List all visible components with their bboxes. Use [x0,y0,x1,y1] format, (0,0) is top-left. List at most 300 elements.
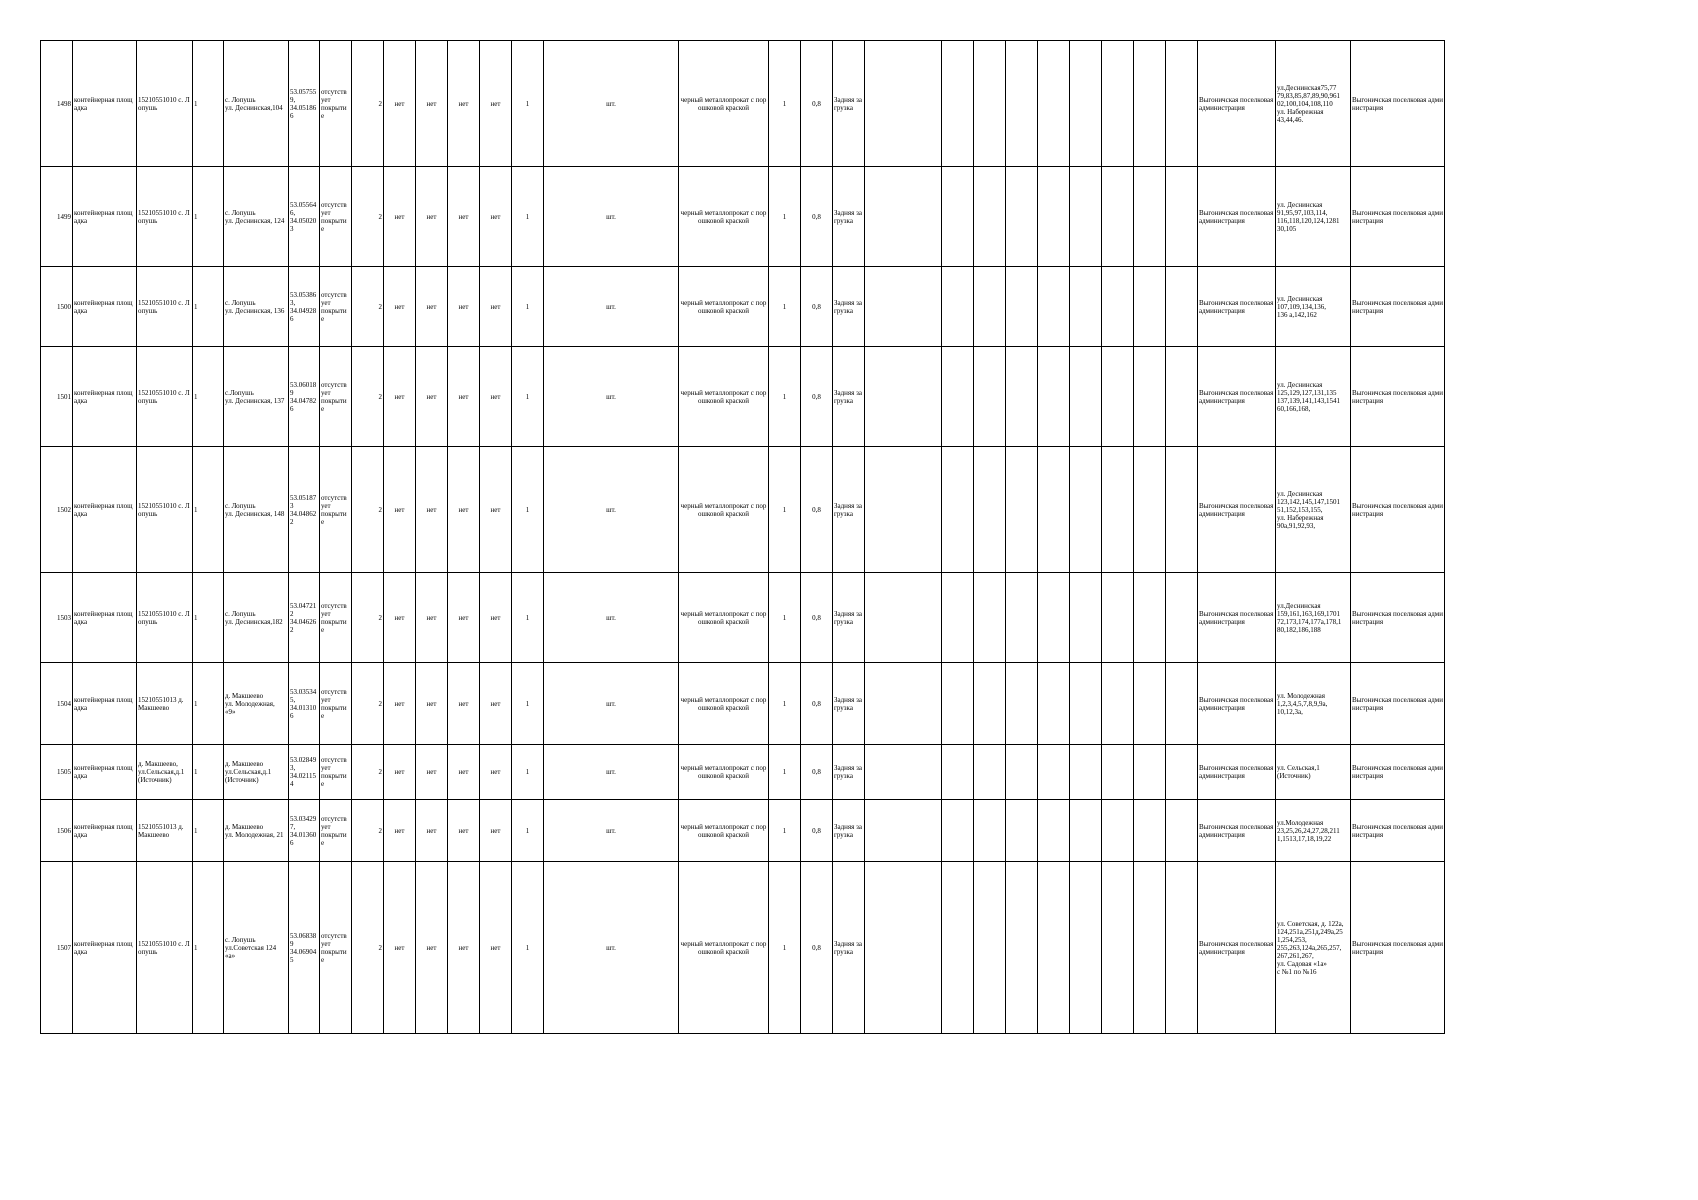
cell-type: контейнерная площадка [73,862,137,1034]
cell-material: черный металлопрокат с порошковой краской [679,800,769,862]
table-row [41,745,1445,800]
cell-empty [1070,800,1102,862]
table-row [41,800,1445,862]
cell-containers: 2 [352,745,384,800]
cell-empty [974,167,1006,267]
cell-address: с. Лопушь ул. Деснинская, 124 [224,167,289,267]
cell-containers: 2 [352,447,384,573]
cell-empty [1070,862,1102,1034]
cell-empty [1166,862,1198,1034]
cell-unit: шт. [544,800,679,862]
cell-y1: нет [384,745,416,800]
cell-code: 15210551010 с. Лопушь [137,347,193,447]
cell-y4: нет [480,800,512,862]
cell-unit: шт. [544,663,679,745]
cell-code: 15210551010 с. Лопушь [137,862,193,1034]
cell-y1: нет [384,663,416,745]
cell-address: д. Макшеево ул. Молодежная, «9» [224,663,289,745]
cell-empty [1102,573,1134,663]
cell-v1: 1 [769,167,801,267]
cell-empty [974,267,1006,347]
cell-coords: 53.05187 3 34.04862 2 [289,447,320,573]
cell-empty [1006,167,1038,267]
cell-empty [1134,800,1166,862]
cell-empty [1038,800,1070,862]
cell-y3: нет [448,167,480,267]
cell-empty [1134,663,1166,745]
cell-material: черный металлопрокат с порошковой краской [679,347,769,447]
cell-empty [1166,573,1198,663]
cell-loading: Задняя загрузка [833,347,865,447]
cell-y2: нет [416,663,448,745]
cell-address: с. Лопушь ул. Деснинская, 136 [224,267,289,347]
cell-containers: 2 [352,573,384,663]
cell-y1: нет [384,862,416,1034]
cell-qty: 1 [512,663,544,745]
cell-admin: Выгоничская поселковая администрация [1198,167,1276,267]
cell-code: 15210551010 с. Лопушь [137,167,193,267]
cell-empty [1102,745,1134,800]
cell-y2: нет [416,573,448,663]
cell-volume: 0,8 [801,663,833,745]
cell-empty [1166,663,1198,745]
cell-v1: 1 [769,41,801,167]
cell-operator: Выгоничская поселковая администрация [1351,447,1445,573]
cell-served: ул. Советская, д. 122а, 124,251а,251д,249а,25 1,254,253, 255,263,124а,265,257, 267,261,267, ул. Садовая «1а» с №1 по №16 [1276,862,1351,1034]
cell-empty [865,447,942,573]
cell-empty [1038,41,1070,167]
cell-num: 1504 [41,663,73,745]
cell-y1: нет [384,41,416,167]
cell-y1: нет [384,573,416,663]
cell-served: ул. Деснинская 123,142,145,147,1501 51,152,153,155, ул. Набережная 90а,91,92,93, [1276,447,1351,573]
cell-empty [1070,267,1102,347]
cell-surface: отсутств ует покрыти е [320,663,352,745]
table-row [41,862,1445,1034]
cell-unit: шт. [544,347,679,447]
cell-empty [1038,862,1070,1034]
cell-code: 15210551010 с. Лопушь [137,41,193,167]
cell-y3: нет [448,267,480,347]
cell-empty [1070,347,1102,447]
cell-loading: Задняя загрузка [833,862,865,1034]
cell-empty [974,41,1006,167]
cell-y1: нет [384,447,416,573]
cell-y4: нет [480,347,512,447]
cell-address: с.Лопушь ул. Деснинская, 137 [224,347,289,447]
cell-operator: Выгоничская поселковая администрация [1351,663,1445,745]
cell-empty [1006,663,1038,745]
cell-address: с. Лопушь ул.Советская 124 «а» [224,862,289,1034]
cell-served: ул.Молодежная 23,25,26,24,27,28,211 1,1513,17,18,19,22 [1276,800,1351,862]
cell-empty [1070,447,1102,573]
cell-owner-code: 1 [193,41,224,167]
table-row [41,447,1445,573]
cell-y4: нет [480,447,512,573]
cell-empty [1134,167,1166,267]
cell-code: д. Макшеево, ул.Сельская,д.1 (Источник) [137,745,193,800]
cell-unit: шт. [544,862,679,1034]
cell-empty [865,663,942,745]
cell-empty [974,573,1006,663]
cell-coords: 53.05564 6, 34.05020 3 [289,167,320,267]
cell-coords: 53.06018 9 34.04782 6 [289,347,320,447]
cell-qty: 1 [512,745,544,800]
cell-surface: отсутств ует покрыти е [320,745,352,800]
cell-empty [1070,745,1102,800]
cell-y4: нет [480,41,512,167]
cell-num: 1506 [41,800,73,862]
cell-operator: Выгоничская поселковая администрация [1351,745,1445,800]
cell-coords: 53.06838 9 34.06904 5 [289,862,320,1034]
cell-served: ул. Молодежная 1,2,3,4,5,7,8,9,9а, 10,12,3а, [1276,663,1351,745]
cell-v1: 1 [769,800,801,862]
cell-empty [1166,41,1198,167]
cell-owner-code: 1 [193,862,224,1034]
cell-y4: нет [480,573,512,663]
cell-loading: Задняя загрузка [833,663,865,745]
cell-empty [1134,862,1166,1034]
cell-v1: 1 [769,447,801,573]
cell-coords: 53.04721 2 34.04626 2 [289,573,320,663]
cell-owner-code: 1 [193,347,224,447]
cell-empty [1006,41,1038,167]
cell-empty [942,167,974,267]
cell-type: контейнерная площадка [73,447,137,573]
cell-owner-code: 1 [193,167,224,267]
cell-operator: Выгоничская поселковая администрация [1351,862,1445,1034]
cell-y4: нет [480,167,512,267]
cell-type: контейнерная площадка [73,267,137,347]
cell-empty [1006,862,1038,1034]
cell-empty [1006,745,1038,800]
cell-empty [974,347,1006,447]
cell-empty [1102,267,1134,347]
cell-surface: отсутств ует покрыти е [320,447,352,573]
cell-empty [1134,41,1166,167]
cell-empty [1038,267,1070,347]
cell-volume: 0,8 [801,447,833,573]
cell-y3: нет [448,800,480,862]
cell-empty [865,267,942,347]
cell-y2: нет [416,800,448,862]
cell-surface: отсутств ует покрыти е [320,267,352,347]
cell-served: ул.Деснинская 159,161,163,169,1701 72,173,174,177а,178,1 80,182,186,188 [1276,573,1351,663]
cell-address: д. Макшеево ул.Сельская,д.1 (Источник) [224,745,289,800]
cell-num: 1502 [41,447,73,573]
cell-unit: шт. [544,267,679,347]
cell-empty [1166,800,1198,862]
cell-address: с. Лопушь ул. Деснинская,182 [224,573,289,663]
cell-surface: отсутств ует покрыти е [320,862,352,1034]
cell-qty: 1 [512,573,544,663]
cell-qty: 1 [512,800,544,862]
cell-coords: 53.03429 7, 34.01360 6 [289,800,320,862]
cell-volume: 0,8 [801,800,833,862]
cell-empty [1166,167,1198,267]
cell-admin: Выгоничская поселковая администрация [1198,347,1276,447]
cell-type: контейнерная площадка [73,663,137,745]
cell-empty [865,745,942,800]
cell-surface: отсутств ует покрыти е [320,347,352,447]
cell-admin: Выгоничская поселковая администрация [1198,41,1276,167]
cell-v1: 1 [769,862,801,1034]
cell-type: контейнерная площадка [73,800,137,862]
cell-surface: отсутств ует покрыти е [320,800,352,862]
cell-qty: 1 [512,267,544,347]
cell-empty [865,347,942,447]
cell-type: контейнерная площадка [73,573,137,663]
cell-code: 15210551010 с. Лопушь [137,447,193,573]
cell-empty [942,573,974,663]
cell-v1: 1 [769,347,801,447]
cell-empty [865,800,942,862]
cell-qty: 1 [512,167,544,267]
cell-admin: Выгоничская поселковая администрация [1198,800,1276,862]
cell-qty: 1 [512,447,544,573]
cell-address: с. Лопушь ул. Деснинская, 148 [224,447,289,573]
cell-loading: Задняя загрузка [833,167,865,267]
cell-volume: 0,8 [801,41,833,167]
cell-num: 1500 [41,267,73,347]
cell-y1: нет [384,267,416,347]
cell-code: 15210551013 д. Макшеево [137,800,193,862]
table-row [41,267,1445,347]
cell-volume: 0,8 [801,862,833,1034]
cell-empty [1038,167,1070,267]
cell-volume: 0,8 [801,573,833,663]
cell-y1: нет [384,167,416,267]
cell-empty [1070,573,1102,663]
cell-empty [974,745,1006,800]
cell-num: 1505 [41,745,73,800]
cell-empty [942,800,974,862]
table-row [41,663,1445,745]
cell-empty [942,447,974,573]
cell-type: контейнерная площадка [73,347,137,447]
table-row [41,41,1445,167]
cell-empty [942,267,974,347]
cell-admin: Выгоничская поселковая администрация [1198,663,1276,745]
cell-coords: 53.03534 5, 34.01310 6 [289,663,320,745]
cell-empty [1038,447,1070,573]
cell-containers: 2 [352,663,384,745]
cell-y2: нет [416,167,448,267]
cell-empty [1102,862,1134,1034]
cell-containers: 2 [352,167,384,267]
cell-volume: 0,8 [801,347,833,447]
cell-empty [1070,663,1102,745]
cell-qty: 1 [512,41,544,167]
cell-unit: шт. [544,41,679,167]
cell-loading: Задняя загрузка [833,800,865,862]
cell-v1: 1 [769,267,801,347]
cell-empty [1006,347,1038,447]
cell-empty [1134,267,1166,347]
cell-y3: нет [448,573,480,663]
cell-served: ул.Деснинская75,77 79,83,85,87,89,90,961 02,100,104,108,110 ул. Набережная 43,44,46. [1276,41,1351,167]
cell-empty [1006,267,1038,347]
cell-empty [1006,573,1038,663]
cell-empty [974,800,1006,862]
cell-material: черный металлопрокат с порошковой краской [679,41,769,167]
cell-loading: Задняя загрузка [833,267,865,347]
cell-operator: Выгоничская поселковая администрация [1351,267,1445,347]
cell-operator: Выгоничская поселковая администрация [1351,41,1445,167]
cell-empty [1102,167,1134,267]
cell-y1: нет [384,347,416,447]
cell-y2: нет [416,41,448,167]
register-table [40,40,1445,1034]
cell-empty [1038,573,1070,663]
cell-empty [942,347,974,447]
cell-empty [1006,800,1038,862]
cell-num: 1498 [41,41,73,167]
cell-type: контейнерная площадка [73,745,137,800]
cell-empty [1166,267,1198,347]
cell-owner-code: 1 [193,663,224,745]
cell-y2: нет [416,862,448,1034]
table-row [41,167,1445,267]
cell-containers: 2 [352,41,384,167]
cell-unit: шт. [544,573,679,663]
cell-v1: 1 [769,745,801,800]
cell-admin: Выгоничская поселковая администрация [1198,573,1276,663]
cell-y3: нет [448,745,480,800]
cell-empty [1102,41,1134,167]
cell-admin: Выгоничская поселковая администрация [1198,745,1276,800]
cell-owner-code: 1 [193,800,224,862]
cell-empty [1038,347,1070,447]
cell-owner-code: 1 [193,267,224,347]
cell-owner-code: 1 [193,447,224,573]
cell-num: 1507 [41,862,73,1034]
cell-loading: Задняя загрузка [833,447,865,573]
cell-operator: Выгоничская поселковая администрация [1351,347,1445,447]
cell-empty [1134,573,1166,663]
cell-empty [1166,347,1198,447]
cell-type: контейнерная площадка [73,167,137,267]
cell-y3: нет [448,347,480,447]
cell-qty: 1 [512,862,544,1034]
table-row [41,573,1445,663]
cell-admin: Выгоничская поселковая администрация [1198,267,1276,347]
cell-empty [1134,447,1166,573]
cell-y4: нет [480,745,512,800]
cell-unit: шт. [544,447,679,573]
cell-y2: нет [416,347,448,447]
cell-unit: шт. [544,745,679,800]
cell-coords: 53.05755 9, 34.05186 6 [289,41,320,167]
cell-unit: шт. [544,167,679,267]
cell-volume: 0,8 [801,167,833,267]
cell-y3: нет [448,447,480,573]
cell-coords: 53.02849 3, 34.02115 4 [289,745,320,800]
cell-surface: отсутств ует покрыти е [320,41,352,167]
cell-material: черный металлопрокат с порошковой краской [679,447,769,573]
cell-owner-code: 1 [193,573,224,663]
cell-empty [1166,447,1198,573]
cell-y4: нет [480,663,512,745]
cell-served: ул. Деснинская 91,95,97,103,114, 116,118,120,124,1281 30,105 [1276,167,1351,267]
cell-containers: 2 [352,862,384,1034]
cell-type: контейнерная площадка [73,41,137,167]
cell-operator: Выгоничская поселковая администрация [1351,800,1445,862]
cell-y2: нет [416,447,448,573]
cell-material: черный металлопрокат с порошковой краской [679,573,769,663]
cell-operator: Выгоничская поселковая администрация [1351,167,1445,267]
cell-code: 15210551013 д. Макшеево [137,663,193,745]
cell-address: д. Макшеево ул. Молодежная, 21 [224,800,289,862]
cell-num: 1501 [41,347,73,447]
cell-empty [1070,167,1102,267]
cell-empty [974,447,1006,573]
cell-y3: нет [448,663,480,745]
cell-surface: отсутств ует покрыти е [320,167,352,267]
cell-v1: 1 [769,573,801,663]
cell-y3: нет [448,862,480,1034]
cell-empty [1166,745,1198,800]
cell-code: 15210551010 с. Лопушь [137,573,193,663]
cell-volume: 0,8 [801,267,833,347]
cell-y2: нет [416,745,448,800]
cell-containers: 2 [352,347,384,447]
cell-empty [1038,745,1070,800]
cell-loading: Задняя загрузка [833,745,865,800]
cell-address: с. Лопушь ул. Деснинская,104 [224,41,289,167]
cell-volume: 0,8 [801,745,833,800]
cell-y4: нет [480,862,512,1034]
cell-empty [1102,347,1134,447]
cell-empty [1070,41,1102,167]
cell-empty [974,663,1006,745]
cell-empty [974,862,1006,1034]
cell-y2: нет [416,267,448,347]
cell-empty [942,41,974,167]
cell-operator: Выгоничская поселковая администрация [1351,573,1445,663]
table-row [41,347,1445,447]
cell-empty [1134,745,1166,800]
cell-admin: Выгоничская поселковая администрация [1198,862,1276,1034]
cell-empty [865,862,942,1034]
cell-material: черный металлопрокат с порошковой краской [679,745,769,800]
cell-material: черный металлопрокат с порошковой краской [679,167,769,267]
cell-empty [1102,447,1134,573]
cell-coords: 53.05386 3, 34.04928 6 [289,267,320,347]
cell-empty [865,41,942,167]
cell-empty [865,167,942,267]
cell-num: 1503 [41,573,73,663]
cell-empty [1006,447,1038,573]
cell-material: черный металлопрокат с порошковой краской [679,267,769,347]
cell-empty [1134,347,1166,447]
cell-qty: 1 [512,347,544,447]
cell-y4: нет [480,267,512,347]
cell-empty [1038,663,1070,745]
cell-y3: нет [448,41,480,167]
cell-admin: Выгоничская поселковая администрация [1198,447,1276,573]
cell-num: 1499 [41,167,73,267]
cell-containers: 2 [352,800,384,862]
cell-served: ул. Деснинская 125,129,127,131,135 137,139,141,143,1541 60,166,168, [1276,347,1351,447]
cell-empty [1102,800,1134,862]
cell-v1: 1 [769,663,801,745]
cell-surface: отсутств ует покрыти е [320,573,352,663]
cell-y1: нет [384,800,416,862]
cell-empty [942,745,974,800]
cell-served: ул. Деснинская 107,109,134,136, 136 а,142,162 [1276,267,1351,347]
cell-material: черный металлопрокат с порошковой краской [679,862,769,1034]
